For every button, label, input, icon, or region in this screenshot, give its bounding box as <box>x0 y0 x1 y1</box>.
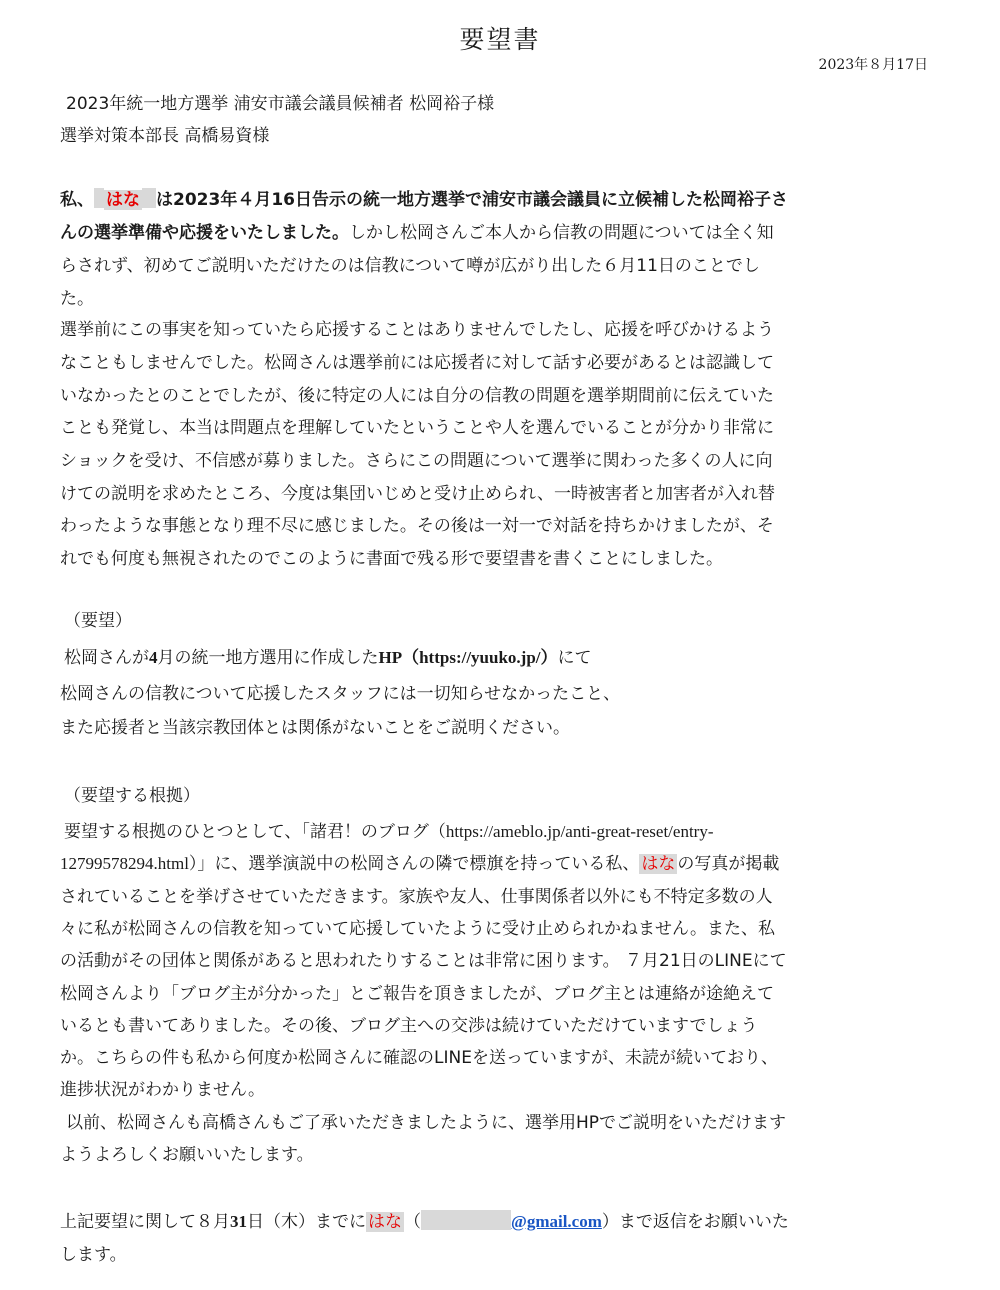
intro-line-1 <box>60 187 788 213</box>
basis-line-2-c: の写真が掲載 <box>677 854 780 874</box>
intro-line: わったような事態となり理不尽に感じました。その後は一対一で対話を持ちかけましたが、そ <box>60 516 774 536</box>
intro-line: ショックを受け、不信感が募りました。さらにこの問題について選挙に関わった多くの人に向 <box>60 451 773 471</box>
request-heading: （要望） <box>64 611 132 631</box>
closing-line-1-e: ）まで返信をお願いいた <box>601 1212 789 1232</box>
intro-line: いなかったとのことでしたが、後に特定の人には自分の信教の問題を選挙期間前に伝えていた <box>60 386 774 406</box>
address-candidate: 2023年統一地方選挙 浦安市議会議員候補者 松岡裕子様 <box>66 94 495 114</box>
intro-line: らされず、初めてご説明いただけたのは信教について噂が広がり出した６月11日のことでし <box>60 256 760 276</box>
basis-line: 以前、松岡さんも高橋さんもご了承いただきましたように、選挙用HPでご説明をいただけます <box>66 1113 787 1133</box>
intro-line-2-text: しかし松岡さんご本人から信教の問題については全く知 <box>349 223 774 243</box>
intro-line-2 <box>60 220 774 246</box>
intro-line: なこともしませんでした。松岡さんは選挙前には応援者に対して話す必要があるとは認識して <box>60 353 774 373</box>
request-line-1-hp: HP（https://yuuko.jp/） <box>378 648 558 667</box>
closing-line-1-d: （ <box>404 1212 421 1232</box>
request-line-1-c: 月の統一地方選用に作成した <box>157 648 379 668</box>
basis-line-1 <box>64 819 714 845</box>
basis-line: の活動がその団体と関係があると思われたりすることは非常に困ります。 ７月21日のLINEにて <box>60 951 787 971</box>
document-title: 要望書 <box>459 25 541 54</box>
closing-line-2: します。 <box>60 1245 127 1265</box>
basis-line-1-a: 要望する根拠のひとつとして、「諸君！のブログ（ <box>64 822 446 842</box>
basis-line-2-url: 12799578294.html <box>60 854 189 873</box>
request-line-1-b: 4 <box>149 648 158 667</box>
redaction-box <box>94 188 104 208</box>
redacted-name: はな <box>641 854 676 874</box>
request-line-1 <box>64 645 592 671</box>
basis-line: 松岡さんより「ブログ主が分かった」とご報告を頂きましたが、ブログ主とは連絡が途絶えて <box>60 984 774 1004</box>
closing-line-1-date: 31 <box>230 1212 247 1231</box>
address-chief: 選挙対策本部長 高橋易資様 <box>60 126 270 146</box>
basis-line-2 <box>60 851 779 877</box>
request-line-2: 松岡さんの信教について応援したスタッフには一切知らせなかったこと、 <box>60 684 621 704</box>
intro-line: た。 <box>60 289 94 309</box>
basis-line: か。こちらの件も私から何度か松岡さんに確認のLINEを送っていますが、未読が続いており、 <box>60 1048 778 1068</box>
basis-line-1-url: https://ameblo.jp/anti-great-reset/entry- <box>445 822 714 841</box>
intro-line-1-text: は2023年４月16日告示の統一地方選挙で浦安市議会議員に立候補した松岡裕子さ <box>156 190 788 210</box>
intro-line: れでも何度も無視されたのでこのように書面で残る形で要望書を書くことにしました。 <box>60 549 723 569</box>
redacted-name: はな <box>368 1212 402 1232</box>
redacted-name: はな <box>106 190 140 210</box>
redaction-box <box>142 188 156 208</box>
basis-line: 々に私が松岡さんの信教を知っていて応援していたように受け止められかねません。また、私 <box>60 919 776 939</box>
basis-line: 進捗状況がわかりません。 <box>60 1080 266 1100</box>
request-line-3: また応援者と当該宗教団体とは関係がないことをご説明ください。 <box>60 718 570 738</box>
intro-line: けての説明を求めたところ、今度は集団いじめと受け止められ、一時被害者と加害者が入れ替 <box>60 484 776 504</box>
request-line-1-e: にて <box>557 648 592 668</box>
redaction-box <box>421 1210 511 1230</box>
document-date: 2023年８月17日 <box>818 57 928 73</box>
basis-line-2-b: ）」に、選挙演説中の松岡さんの隣で標旗を持っている私、 <box>188 854 640 874</box>
closing-line-1 <box>60 1209 789 1235</box>
intro-line: 選挙前にこの事実を知っていたら応援することはありませんでしたし、応援を呼びかけるよう <box>60 320 774 340</box>
closing-line-1-c: 日（木）までに <box>247 1212 366 1232</box>
basis-line: されていることを挙げさせていただきます。家族や友人、仕事関係者以外にも不特定多数の人 <box>60 887 773 907</box>
basis-heading: （要望する根拠） <box>64 786 200 806</box>
intro-line: ことも発覚し、本当は問題点を理解していたということや人を選んでいることが分かり非常に <box>60 418 774 438</box>
intro-line-1-prefix: 私、 <box>60 190 94 210</box>
basis-line: ようよろしくお願いいたします。 <box>60 1145 314 1165</box>
intro-line-2-bold: んの選挙準備や応援をいたしました。 <box>60 223 349 243</box>
closing-line-1-a: 上記要望に関して８月 <box>60 1212 230 1232</box>
basis-line: いるとも書いてありました。その後、ブログ主への交渉は続けていただけていますでしょう <box>60 1016 758 1036</box>
email-link[interactable]: @gmail.com <box>511 1212 602 1231</box>
request-line-1-a: 松岡さんが <box>64 648 149 668</box>
